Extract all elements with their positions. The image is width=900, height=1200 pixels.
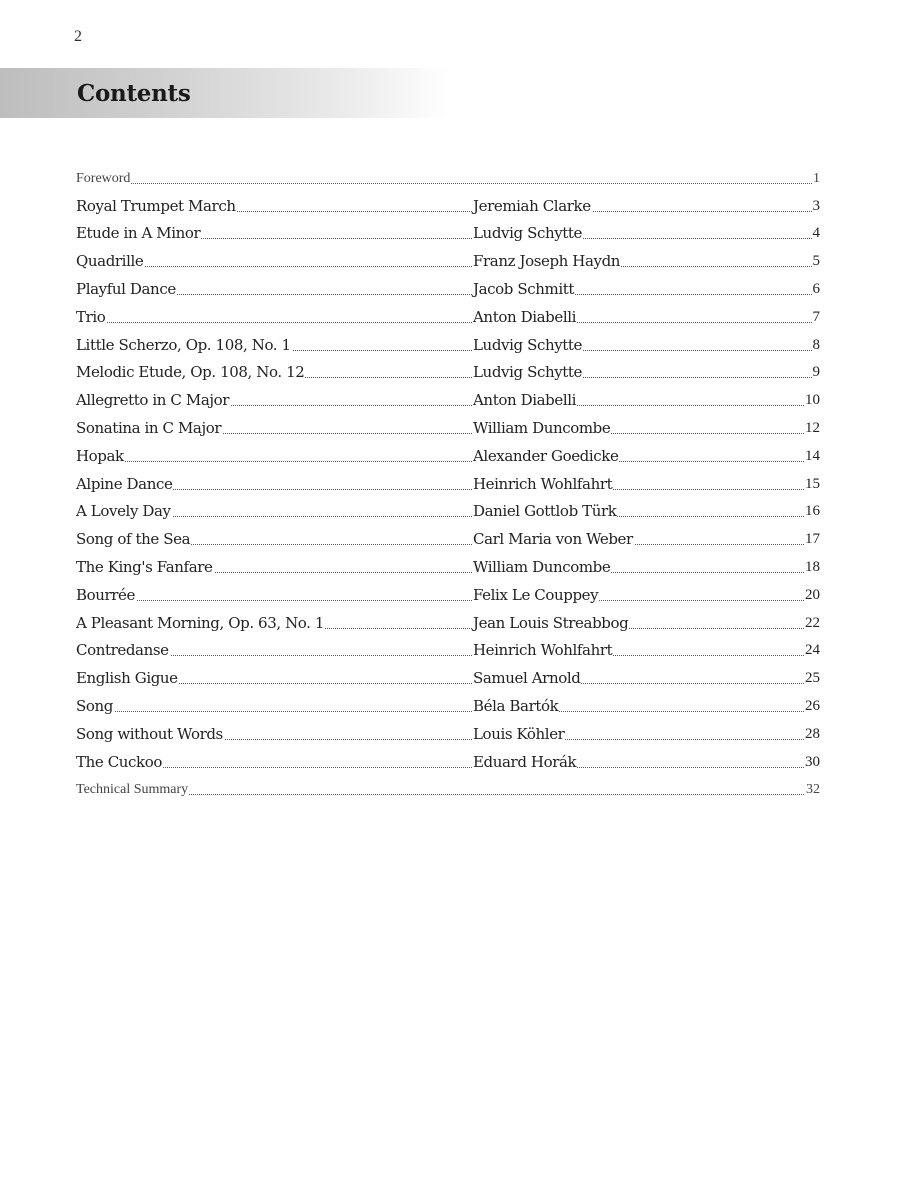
toc-entry [76, 664, 820, 692]
page-ref: 16 [805, 503, 820, 520]
page-ref: 9 [812, 364, 820, 381]
composer-name: Carl Maria von Weber [473, 530, 633, 549]
piece-title: Royal Trumpet March [76, 196, 236, 215]
page-ref: 3 [812, 197, 820, 214]
composer-name: Heinrich Wohlfahrt [473, 474, 613, 493]
piece-title: Bourrée [76, 585, 136, 604]
composer-name: Franz Joseph Haydn [473, 252, 621, 271]
page-ref: 17 [805, 531, 820, 548]
toc-entry [76, 553, 820, 581]
composer-name: Jeremiah Clarke [473, 196, 591, 215]
piece-title: Song [76, 696, 113, 715]
composer-name: Béla Bartók [473, 696, 559, 715]
dot-leader [76, 294, 820, 295]
page-ref: 14 [805, 447, 820, 464]
composer-name: William Duncombe [473, 557, 611, 576]
page-ref: 6 [812, 280, 820, 297]
toc-entry [76, 581, 820, 609]
toc-entry [76, 498, 820, 526]
page-ref: 22 [805, 614, 820, 631]
composer-name: Heinrich Wohlfahrt [473, 641, 613, 660]
toc-entry [76, 748, 820, 776]
toc-entry [76, 303, 820, 331]
page-ref: 8 [812, 336, 820, 353]
toc-entry [76, 220, 820, 248]
toc-entry [76, 359, 820, 387]
dot-leader [76, 266, 820, 267]
composer-name: Jacob Schmitt [473, 279, 574, 298]
piece-title: Trio [76, 307, 106, 326]
table-of-contents [76, 164, 820, 803]
piece-title: Sonatina in C Major [76, 418, 222, 437]
composer-name: Louis Köhler [473, 724, 565, 743]
toc-entry [76, 192, 820, 220]
composer-name: Anton Diabelli [473, 307, 577, 326]
page-ref: 32 [806, 782, 820, 798]
piece-title: A Pleasant Morning, Op. 63, No. 1 [76, 613, 325, 632]
page-ref: 12 [805, 419, 820, 436]
page-ref: 5 [812, 253, 820, 270]
composer-name: Daniel Gottlob Türk [473, 502, 617, 521]
dot-leader [76, 489, 820, 490]
toc-entry [76, 776, 820, 804]
piece-title: The King's Fanfare [76, 557, 213, 576]
page-ref: 25 [805, 670, 820, 687]
title-band [0, 68, 452, 118]
composer-name: Samuel Arnold [473, 669, 581, 688]
toc-entry [76, 275, 820, 303]
toc-entry [76, 164, 820, 192]
toc-entry [76, 720, 820, 748]
toc-entry [76, 414, 820, 442]
piece-title: Playful Dance [76, 279, 176, 298]
toc-entry [76, 442, 820, 470]
page-ref: 1 [813, 170, 820, 186]
toc-entry [76, 525, 820, 553]
piece-title: The Cuckoo [76, 752, 163, 771]
composer-name: Anton Diabelli [473, 391, 577, 410]
dot-leader [76, 711, 820, 712]
dot-leader [76, 683, 820, 684]
dot-leader [76, 767, 820, 768]
piece-title: Song of the Sea [76, 530, 191, 549]
toc-entry [76, 692, 820, 720]
page-ref: 24 [805, 642, 820, 659]
piece-title: Hopak [76, 446, 124, 465]
composer-name: Alexander Goedicke [473, 446, 619, 465]
page-ref: 15 [805, 475, 820, 492]
toc-entry [76, 247, 820, 275]
piece-title: Melodic Etude, Op. 108, No. 12 [76, 363, 305, 382]
toc-entry [76, 609, 820, 637]
composer-name: Felix Le Couppey [473, 585, 599, 604]
piece-title: Etude in A Minor [76, 224, 201, 243]
piece-title: Allegretto in C Major [76, 391, 230, 410]
page-number: 2 [74, 28, 82, 45]
dot-leader [76, 183, 820, 184]
composer-name: Ludvig Schytte [473, 363, 583, 382]
toc-entry [76, 470, 820, 498]
piece-title: Quadrille [76, 252, 144, 271]
toc-entry [76, 331, 820, 359]
dot-leader [76, 322, 820, 323]
composer-name: Eduard Horák [473, 752, 577, 771]
piece-title: Alpine Dance [76, 474, 173, 493]
dot-leader [76, 461, 820, 462]
dot-leader [76, 516, 820, 517]
composer-name: Ludvig Schytte [473, 224, 583, 243]
page-ref: 28 [805, 725, 820, 742]
toc-entry [76, 637, 820, 665]
page-ref: 7 [812, 308, 820, 325]
page-ref: 4 [812, 225, 820, 242]
toc-entry [76, 386, 820, 414]
page-ref: 20 [805, 586, 820, 603]
piece-title: A Lovely Day [76, 502, 171, 521]
dot-leader [76, 600, 820, 601]
composer-name: William Duncombe [473, 418, 611, 437]
piece-title: Technical Summary [76, 782, 189, 798]
composer-name: Jean Louis Streabbog [473, 613, 629, 632]
piece-title: Contredanse [76, 641, 169, 660]
dot-leader [76, 655, 820, 656]
page-ref: 10 [805, 392, 820, 409]
piece-title: Song without Words [76, 724, 223, 743]
piece-title: Little Scherzo, Op. 108, No. 1 [76, 335, 291, 354]
piece-title: Foreword [76, 170, 131, 186]
composer-name: Ludvig Schytte [473, 335, 583, 354]
piece-title: English Gigue [76, 669, 178, 688]
page-ref: 26 [805, 697, 820, 714]
page-ref: 18 [805, 558, 820, 575]
page-title: Contents [77, 80, 191, 107]
page-ref: 30 [805, 753, 820, 770]
